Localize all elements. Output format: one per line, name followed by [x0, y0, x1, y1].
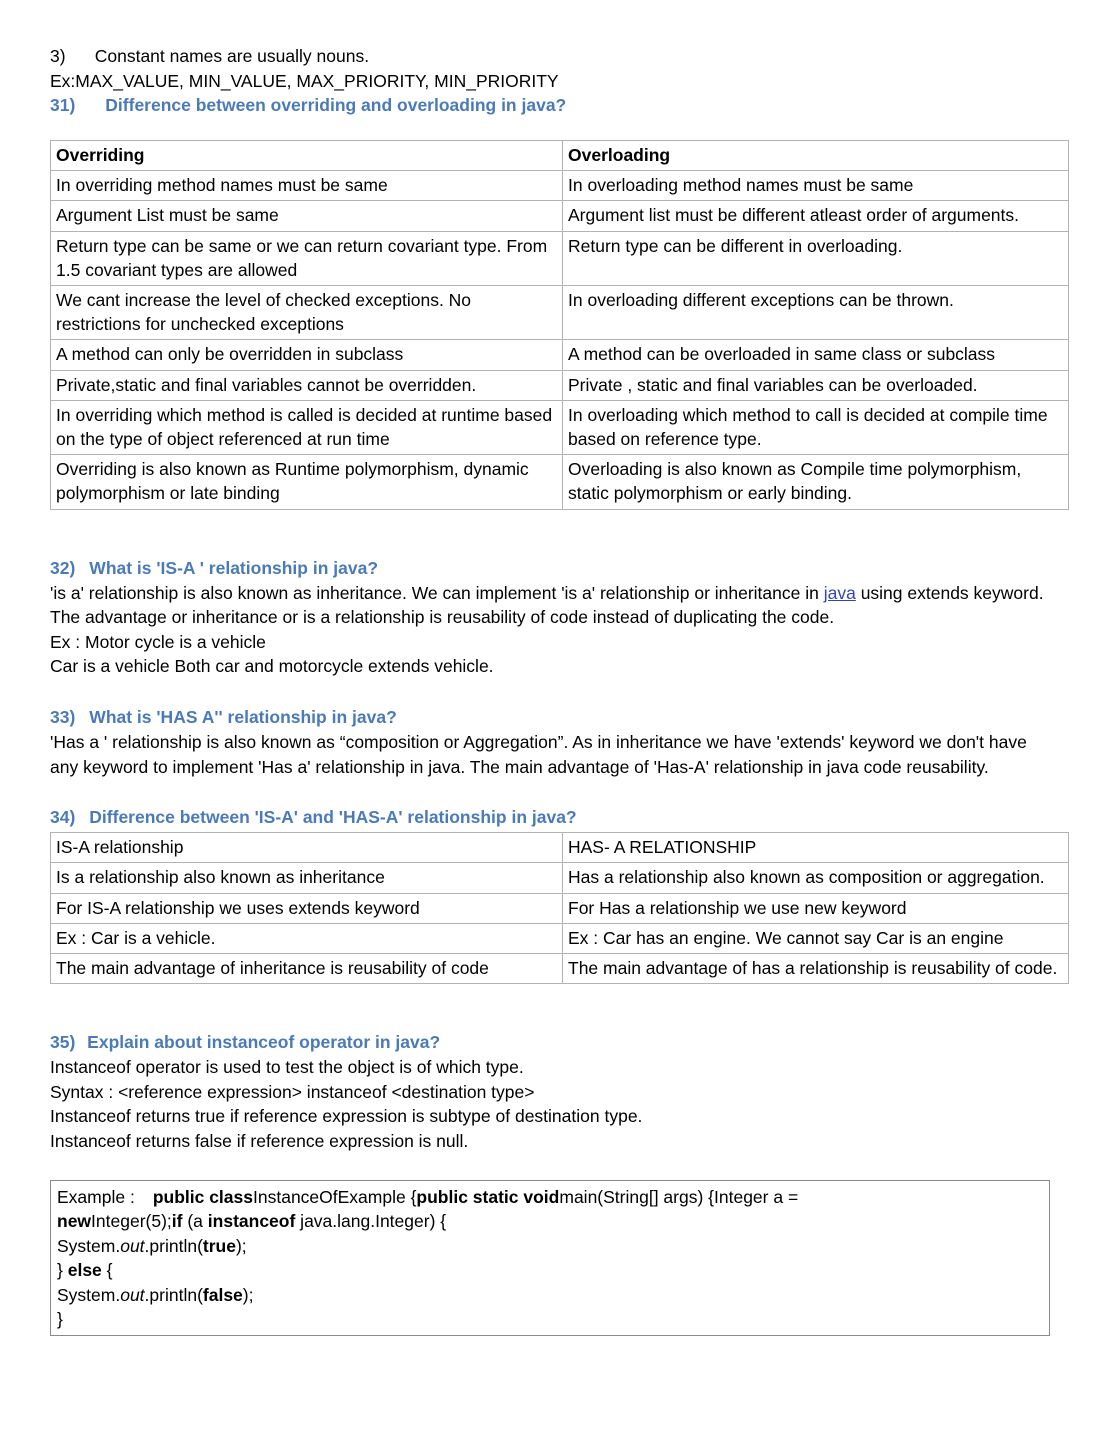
- code-italic-out: out: [120, 1235, 145, 1256]
- code-italic-out2: out: [120, 1284, 145, 1305]
- body-q32: [50, 581, 1050, 630]
- table1-cell: Argument List must be same: [51, 201, 563, 231]
- heading-q34-title-pre: Difference between: [89, 807, 255, 828]
- table-row: [51, 863, 1069, 893]
- table1-cell: We cant increase the level of checked exceptions. No restrictions for unchecked exceptions: [51, 286, 563, 340]
- code-text-system: System.: [57, 1235, 121, 1256]
- code-text-println: .println(: [144, 1235, 203, 1256]
- heading-q31: [50, 93, 1050, 118]
- intro-line-2: Ex:MAX_VALUE, MIN_VALUE, MAX_PRIORITY, MIN_PRIORITY: [50, 70, 559, 91]
- heading-q33-number: 33): [50, 707, 76, 728]
- table2-cell: Ex : Car is a vehicle.: [51, 923, 563, 953]
- code-example-label: Example :: [57, 1186, 135, 1207]
- table2-cell: The main advantage of inheritance is reusability of code: [51, 954, 563, 984]
- table-row: [51, 201, 1069, 231]
- heading-q35: [50, 1030, 1050, 1055]
- code-text-brace: }: [57, 1260, 68, 1281]
- body-q32-example-2: Car is a vehicle Both car and motorcycle extends vehicle.: [50, 656, 494, 677]
- heading-q31-number: 31): [50, 95, 76, 115]
- heading-q34-title-bold2: 'HAS-A': [338, 807, 403, 828]
- java-link[interactable]: java: [823, 582, 856, 603]
- table-row: [51, 340, 1069, 370]
- code-line-5: [57, 1283, 1044, 1308]
- intro-line-1: 3) Constant names are usually nouns.: [50, 46, 370, 66]
- table-row: [51, 923, 1069, 953]
- table-row: [51, 954, 1069, 984]
- table2-header-isa: IS-A relationship: [51, 833, 563, 863]
- body-q35-line-3: Instanceof returns true if reference expression is subtype of destination type.: [50, 1106, 643, 1127]
- code-text-println2: .println(: [144, 1284, 203, 1305]
- heading-q35-title: Explain about instanceof operator in java?: [87, 1032, 441, 1053]
- body-q33: 'Has a ' relationship is also known as “composition or Aggregation”. As in inheritance we have 'extends' keyword we don't have any keyword to implement 'Has a' relationship in java. The main advantage of 'Has-A' relationship in java code reusability.: [50, 732, 1027, 777]
- table-row: [51, 455, 1069, 509]
- body-q35-line-1: Instanceof operator is used to test the object is of which type.: [50, 1057, 524, 1078]
- table1-cell: In overriding method names must be same: [51, 171, 563, 201]
- table1-cell: Return type can be same or we can return covariant type. From 1.5 covariant types are allowed: [51, 231, 563, 285]
- code-example-box: [50, 1180, 1050, 1336]
- heading-q31-title: Difference between overriding and overloading in java?: [105, 95, 567, 115]
- heading-q34-number: 34): [50, 807, 76, 828]
- heading-q35-number: 35): [50, 1032, 76, 1053]
- code-text-javalang: java.lang.Integer) {: [295, 1211, 447, 1232]
- body-q32-example-1: Ex : Motor cycle is a vehicle: [50, 631, 266, 652]
- code-kw-else: else: [67, 1260, 102, 1281]
- table1-cell: A method can be overloaded in same class or subclass: [563, 340, 1069, 370]
- table1-cell: Overriding is also known as Runtime polymorphism, dynamic polymorphism or late binding: [51, 455, 563, 509]
- table-header-row: [51, 833, 1069, 863]
- table-row: [51, 231, 1069, 285]
- table2-cell: Is a relationship also known as inheritance: [51, 863, 563, 893]
- table1-cell: In overloading which method to call is decided at compile time based on reference type.: [563, 400, 1069, 454]
- body-q35-line-4: Instanceof returns false if reference expression is null.: [50, 1131, 469, 1151]
- body-q32-pre: 'is a' relationship is also known as inheritance. We can implement 'is a' relationship or inheritance in: [50, 582, 824, 603]
- table2-cell: For IS-A relationship we uses extends keyword: [51, 893, 563, 923]
- table-row: [51, 400, 1069, 454]
- body-q35-line-2: Syntax : <reference expression> instanceof <destination type>: [50, 1081, 535, 1102]
- heading-q32-title-bold: 'IS-A ': [156, 557, 204, 578]
- table1-cell: A method can only be overridden in subclass: [51, 340, 563, 370]
- table-row: [51, 171, 1069, 201]
- table-header-row: [51, 141, 1069, 171]
- code-kw-public-static-void: public static void: [416, 1186, 560, 1207]
- code-line-1: [57, 1185, 1044, 1210]
- document-content: [50, 44, 1058, 1336]
- table-row: [51, 370, 1069, 400]
- code-text-close: );: [235, 1235, 247, 1256]
- code-kw-new: new: [57, 1211, 92, 1232]
- table2-cell: Has a relationship also known as composition or aggregation.: [563, 863, 1069, 893]
- code-kw-if: if: [171, 1211, 183, 1232]
- table1-cell: Overloading is also known as Compile time polymorphism, static polymorphism or early binding.: [563, 455, 1069, 509]
- code-kw-false: false: [202, 1284, 243, 1305]
- heading-q33-title-bold: 'HAS A'': [156, 707, 223, 728]
- table-overriding-vs-overloading: [50, 140, 1069, 510]
- code-line-4: [57, 1258, 1044, 1283]
- table1-header-overriding: Overriding: [51, 141, 563, 171]
- body-q32-post: using extends keyword. The advantage or inheritance or is a relationship is reusability of code instead of duplicating the code.: [50, 582, 1044, 628]
- heading-q34: [50, 805, 1050, 830]
- code-text-main: main(String[] args) {Integer a =: [559, 1186, 799, 1207]
- table1-header-overloading: Overloading: [563, 141, 1069, 171]
- heading-q34-title-mid: and: [297, 807, 339, 828]
- table-isa-vs-hasa: [50, 832, 1069, 984]
- code-text-a: (a: [182, 1211, 208, 1232]
- code-kw-public-class: public class: [152, 1186, 253, 1207]
- table1-cell: Argument list must be different atleast order of arguments.: [563, 201, 1069, 231]
- heading-q32-title-post: relationship in java?: [203, 557, 379, 578]
- table-row: [51, 286, 1069, 340]
- heading-q32-title-pre: What is: [89, 557, 157, 578]
- table1-cell: Private , static and final variables can be overloaded.: [563, 370, 1069, 400]
- code-text-close2: );: [242, 1284, 254, 1305]
- code-text-system2: System.: [57, 1284, 121, 1305]
- heading-q33: [50, 705, 1050, 730]
- code-kw-instanceof: instanceof: [207, 1211, 296, 1232]
- code-text-openbrace: {: [101, 1260, 113, 1281]
- heading-q33-title-post: relationship in java?: [222, 707, 397, 728]
- heading-q34-title-bold1: 'IS-A': [254, 807, 298, 828]
- table2-cell: The main advantage of has a relationship is reusability of code.: [563, 954, 1069, 984]
- code-line-2: [57, 1209, 1044, 1234]
- heading-q32-number: 32): [50, 557, 76, 578]
- code-text-integer: Integer(5);: [91, 1211, 172, 1232]
- table1-cell: In overloading different exceptions can be thrown.: [563, 286, 1069, 340]
- table1-cell: In overloading method names must be same: [563, 171, 1069, 201]
- table1-cell: Return type can be different in overloading.: [563, 231, 1069, 285]
- table-row: [51, 893, 1069, 923]
- table2-header-hasa: HAS- A RELATIONSHIP: [563, 833, 1069, 863]
- code-line-3: [57, 1234, 1044, 1259]
- heading-q33-title-pre: What is: [89, 707, 157, 728]
- table2-cell: Ex : Car has an engine. We cannot say Car is an engine: [563, 923, 1069, 953]
- heading-q32: [50, 556, 1050, 581]
- table1-cell: Private,static and final variables cannot be overridden.: [51, 370, 563, 400]
- table1-cell: In overriding which method is called is decided at runtime based on the type of object referenced at run time: [51, 400, 563, 454]
- code-kw-true: true: [202, 1235, 236, 1256]
- code-text-classname: InstanceOfExample {: [253, 1186, 417, 1207]
- code-line-6: }: [57, 1309, 63, 1330]
- heading-q34-title-post: relationship in java?: [402, 807, 577, 828]
- table2-cell: For Has a relationship we use new keyword: [563, 893, 1069, 923]
